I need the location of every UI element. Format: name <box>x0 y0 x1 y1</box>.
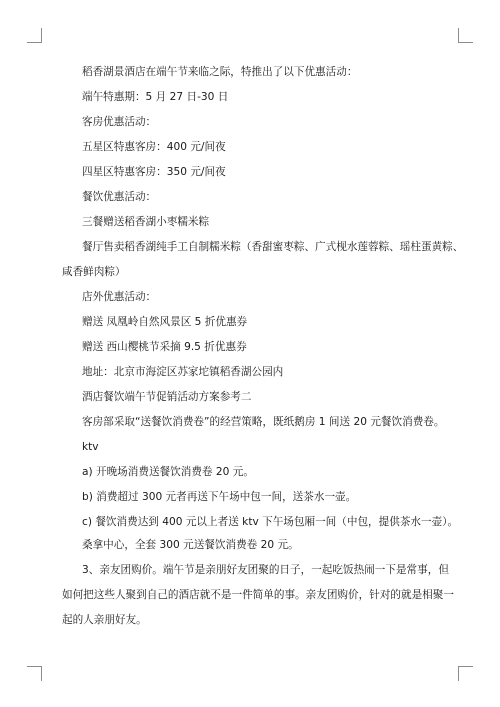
paragraph-line: 咸香鲜肉粽） <box>62 266 126 278</box>
crop-mark-bottom-left <box>27 666 42 681</box>
paragraph-dining-heading: 餐饮优惠活动： <box>82 191 157 203</box>
paragraph-address: 地址：北京市海淀区苏家坨镇稻香湖公园内 <box>82 366 284 378</box>
paragraph-five-star: 五星区特惠客房：400 元/间夜 <box>82 141 226 153</box>
paragraph-group-price <box>62 562 454 628</box>
crop-mark-top-right <box>458 28 473 43</box>
paragraph-line: 如何把这些人聚到自己的酒店就不是一件简单的事。亲友团购价，针对的就是相聚一 <box>62 589 454 601</box>
paragraph-outside-heading: 店外优惠活动： <box>82 291 157 303</box>
document-body <box>62 64 464 628</box>
paragraph-ktv-c: c) 餐饮消费达到 400 元以上者送 ktv 下午场包厢一间（中包，提供茶水一壶）。 <box>82 516 459 528</box>
paragraph-period: 端午特惠期：5 月 27 日-30 日 <box>82 91 229 103</box>
paragraph-sauna: 桑拿中心，全套 300 元送餐饮消费卷 20 元。 <box>82 539 299 551</box>
crop-mark-top-left <box>27 28 42 43</box>
paragraph-plan-two-title: 酒店餐饮端午节促销活动方案参考二 <box>82 391 252 403</box>
paragraph-three-meals: 三餐赠送稻香湖小枣糯米粽 <box>82 216 210 228</box>
paragraph-four-star: 四星区特惠客房：350 元/间夜 <box>82 166 226 178</box>
paragraph-ktv-a: a) 开晚场消费送餐饮消费卷 20 元。 <box>82 466 254 478</box>
paragraph-room-heading: 客房优惠活动： <box>82 116 157 128</box>
paragraph-line: 起的人亲朋好友。 <box>62 614 147 626</box>
paragraph-ktv-b: b) 消费超过 300 元者再送下午场中包一间，送茶水一壶。 <box>82 491 357 503</box>
paragraph-intro: 稻香湖景酒店在端午节来临之际，特推出了以下优惠活动： <box>82 66 358 78</box>
paragraph-line: 3、亲友团购价。端午节是亲朋好友团聚的日子，一起吃饭热闹一下是常事，但 <box>82 564 449 576</box>
paragraph-zongzi-sale <box>62 239 464 280</box>
paragraph-xishan: 赠送 西山樱桃节采摘 9.5 折优惠券 <box>82 341 247 353</box>
paragraph-ktv: ktv <box>82 441 99 453</box>
paragraph-room-strategy: 客房部采取“送餐饮消费卷”的经营策略，既纸鹅房 1 间送 20 元餐饮消费卷。 <box>82 416 445 428</box>
paragraph-fenghuangling: 赠送 凤凰岭自然风景区 5 折优惠券 <box>82 316 248 328</box>
paragraph-line: 餐厅售卖稻香湖纯手工自制糯米粽（香甜蜜枣粽、广式枧水莲蓉粽、瑶柱蛋黄粽、 <box>82 241 464 253</box>
crop-mark-bottom-right <box>458 666 473 681</box>
